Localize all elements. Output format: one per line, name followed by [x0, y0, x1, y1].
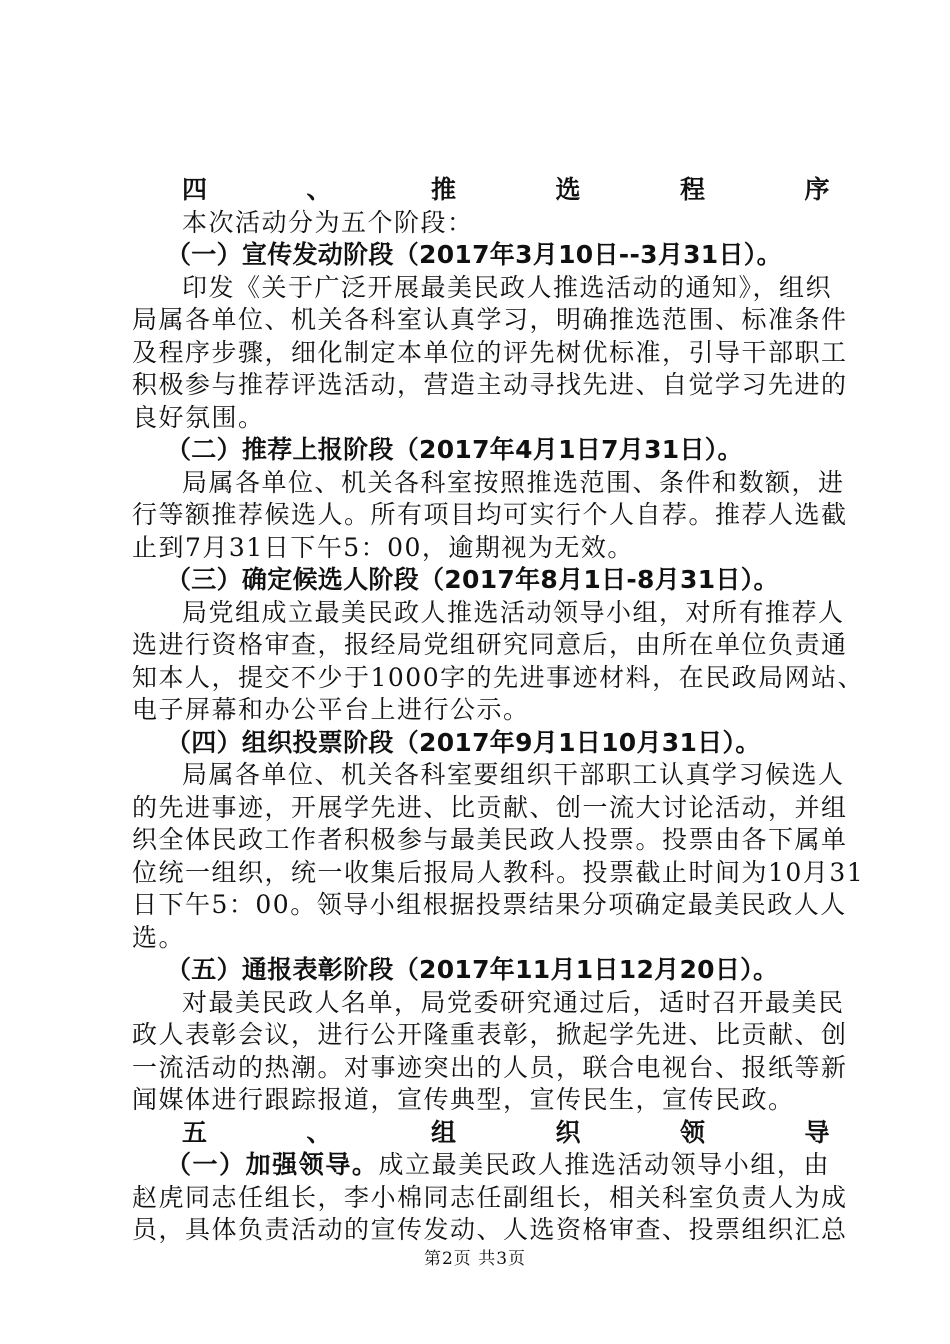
paragraph-line: 位统一组织，统一收集后报局人教科。投票截止时间为10月31	[132, 857, 865, 887]
section-heading-leadership: 五、组织领导	[182, 1117, 830, 1147]
paragraph-line: 局属各单位、机关各科室要组织干部职工认真学习候选人	[182, 760, 845, 789]
paragraph-line: 积极参与推荐评选活动，营造主动寻找先进、自觉学习先进的	[132, 370, 848, 399]
stage-title-commendation: （五）通报表彰阶段（2017年11月1日12月20日）。	[166, 955, 779, 984]
paragraph-line: 及程序步骤，细化制定本单位的评先树优标准，引导干部职工	[132, 337, 848, 367]
paragraph-line: 印发《关于广泛开展最美民政人推选活动的通知》，组织	[182, 272, 833, 302]
paragraph-line: 的先进事迹，开展学先进、比贡献、创一流大讨论活动，并组	[132, 792, 848, 822]
document-body	[132, 174, 865, 1247]
paragraph-line: 行等额推荐候选人。所有项目均可实行个人自荐。推荐人选截	[132, 500, 848, 529]
paragraph-line: 日下午5：00。领导小组根据投票结果分项确定最美民政人人	[132, 890, 847, 919]
paragraph-line: 选。	[132, 922, 186, 952]
paragraph-line: 良好氛围。	[132, 402, 265, 432]
paragraph-line: 织全体民政工作者积极参与最美民政人投票。投票由各下属单	[132, 825, 848, 854]
stage-title-candidates: （三）确定候选人阶段（2017年8月1日-8月31日）。	[166, 565, 779, 594]
page-footer: 第2页 共3页	[423, 1249, 527, 1269]
stage-title-publicity: （一）宣传发动阶段（2017年3月10日--3月31日）。	[166, 240, 782, 269]
paragraph-line: 对最美民政人名单，局党委研究通过后，适时召开最美民	[182, 987, 845, 1017]
item-text: 成立最美民政人推选活动领导小组，由	[378, 1150, 830, 1179]
paragraph-line: 政人表彰会议，进行公开隆重表彰，掀起学先进、比贡献、创	[132, 1020, 848, 1049]
paragraph-line: 局属各单位、机关各科室按照推选范围、条件和数额，进	[182, 467, 845, 497]
paragraph-line	[132, 1149, 830, 1182]
paragraph-line: 局党组成立最美民政人推选活动领导小组，对所有推荐人	[182, 597, 845, 627]
paragraph-line: 员，具体负责活动的宣传发动、人选资格审查、投票组织汇总	[132, 1215, 848, 1244]
paragraph-line: 赵虎同志任组长，李小棉同志任副组长，相关科室负责人为成	[132, 1182, 848, 1212]
paragraph-line: 局属各单位、机关各科室认真学习，明确推选范围、标准条件	[132, 305, 848, 334]
section-heading-procedure: 四、推选程序	[182, 175, 830, 204]
paragraph-line: 闻媒体进行跟踪报道，宣传典型，宣传民生，宣传民政。	[132, 1085, 795, 1114]
item-title-strengthen-leadership: （一）加强领导。	[166, 1150, 379, 1179]
paragraph-line: 选进行资格审查，报经局党组研究同意后，由所在单位负责通	[132, 630, 848, 659]
stage-title-recommendation: （二）推荐上报阶段（2017年4月1日7月31日）。	[166, 435, 743, 464]
paragraph-line: 止到7月31日下午5：00，逾期视为无效。	[132, 532, 634, 562]
stage-title-voting: （四）组织投票阶段（2017年9月1日10月31日）。	[166, 727, 761, 757]
paragraph-line: 电子屏幕和办公平台上进行公示。	[132, 695, 530, 724]
section-intro: 本次活动分为五个阶段：	[182, 207, 474, 237]
paragraph-line: 一流活动的热潮。对事迹突出的人员，联合电视台、报纸等新	[132, 1052, 848, 1082]
paragraph-line: 知本人，提交不少于1000字的先进事迹材料，在民政局网站、	[132, 662, 865, 692]
